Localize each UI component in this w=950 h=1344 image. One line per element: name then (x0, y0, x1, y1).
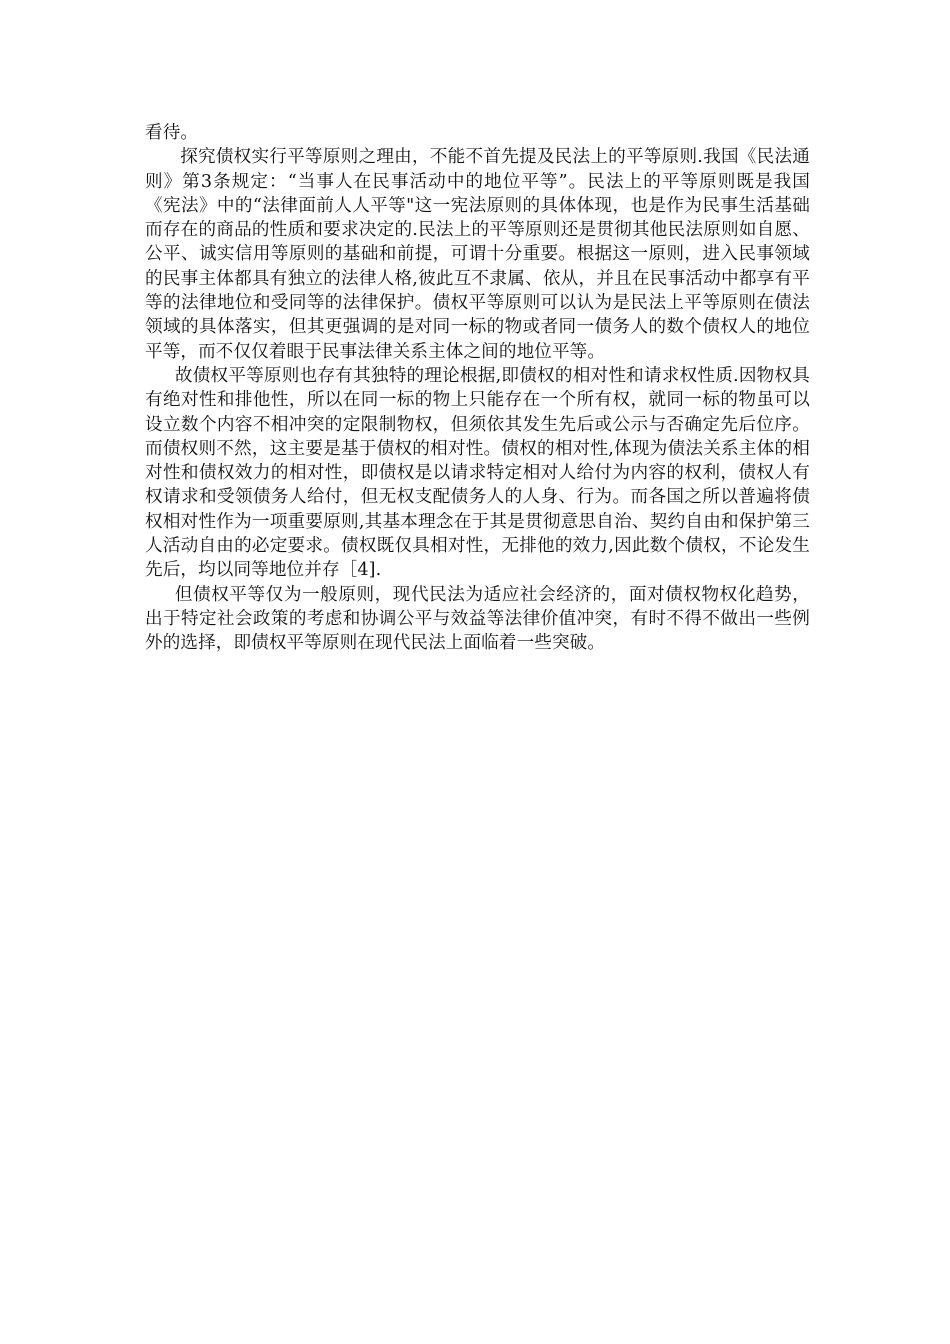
paragraph-1: 看待。 (145, 123, 199, 143)
paragraph-3: 故债权平等原则也存有其独特的理论根据,即债权的相对性和请求权性质.因物权具有绝对性和排他性，所以在同一标的物上只能存在一个所有权，就同一标的物虽可以设立数个内容不相冲突的定限制物权，但须依其发生先后或公示与否确定先后位序。而债权则不然，这主要是基于债权的相对性。债权的相对性,体现为债法关系主体的相对性和债权效力的相对性，即债权是以请求特定相对人给付为内容的权利，债权人有权请求和受领债务人给付，但无权支配债务人的人身、行为。而各国之所以普遍将债权相对性作为一项重要原则,其基本理念在于其是贯彻意思自治、契约自由和保护第三人活动自由的必定要求。债权既仅具相对性，无排他的效力,因此数个债权，不论发生先后，均以同等地位并存［4]. (145, 365, 810, 581)
paragraph-2: 探究债权实行平等原则之理由，不能不首先提及民法上的平等原则.我国《民法通则》第3条规定：“当事人在民事活动中的地位平等”。民法上的平等原则既是我国《宪法》中的“法律面前人人平等"这一宪法原则的具体体现，也是作为民事生活基础而存在的商品的性质和要求决定的.民法上的平等原则还是贯彻其他民法原则如自愿、公平、诚实信用等原则的基础和前提，可谓十分重要。根据这一原则，进入民事领域的民事主体都具有独立的法律人格,彼此互不隶属、依从，并且在民事活动中都享有平等的法律地位和受同等的法律保护。债权平等原则可以认为是民法上平等原则在债法领域的具体落实，但其更强调的是对同一标的物或者同一债务人的数个债权人的地位平等，而不仅仅着眼于民事法律关系主体之间的地位平等。 (145, 147, 810, 362)
paragraph-4: 但债权平等仅为一般原则，现代民法为适应社会经济的，面对债权物权化趋势，出于特定社会政策的考虑和协调公平与效益等法律价值冲突，有时不得不做出一些例外的选择，即债权平等原则在现代民法上面临着一些突破。 (145, 584, 810, 654)
body-text (145, 121, 810, 656)
